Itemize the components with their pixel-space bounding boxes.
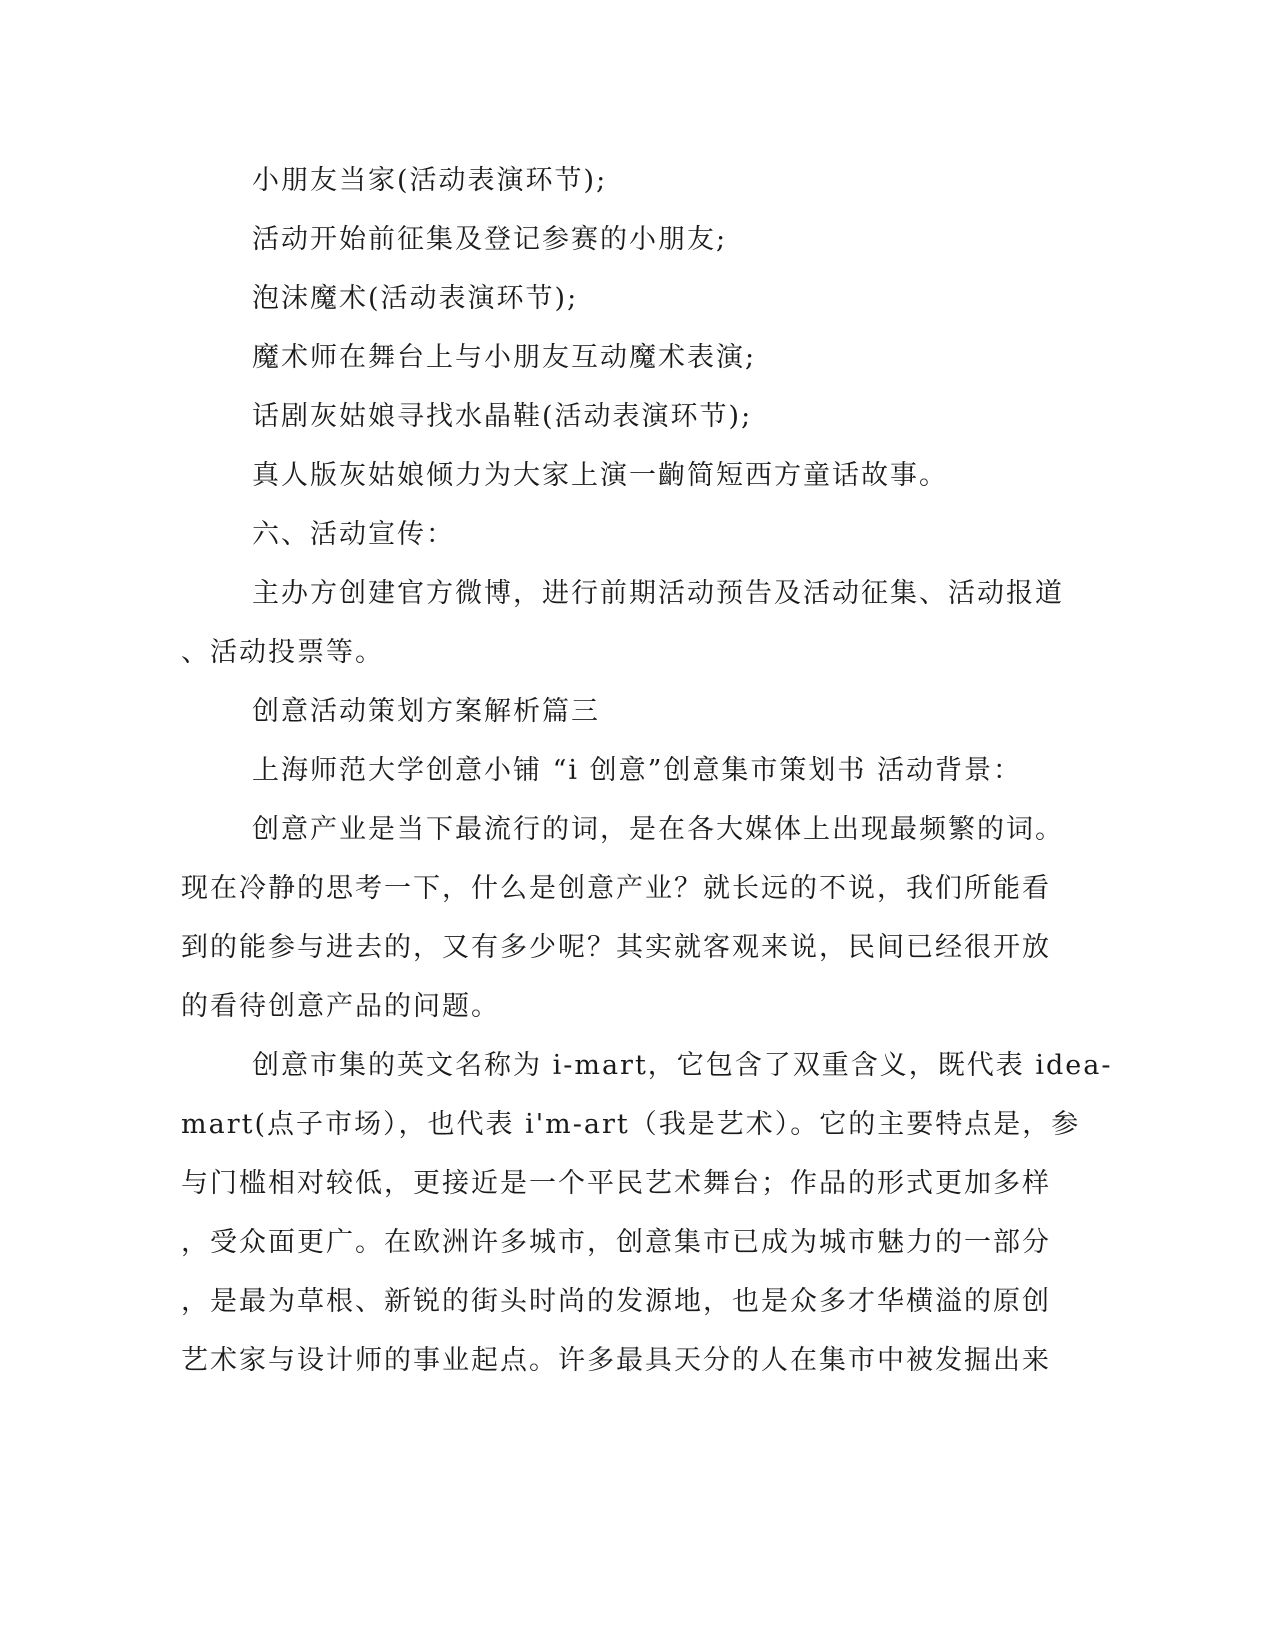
text-line: 创意产业是当下最流行的词，是在各大媒体上出现最频繁的词。: [252, 814, 1064, 845]
text-line: 与门槛相对较低，更接近是一个平民艺术舞台；作品的形式更加多样: [181, 1168, 1051, 1199]
section-heading: 创意活动策划方案解析篇三: [252, 696, 600, 727]
text-line: 小朋友当家(活动表演环节);: [252, 165, 608, 196]
text-line: 话剧灰姑娘寻找水晶鞋(活动表演环节);: [252, 401, 753, 432]
text-line: 活动开始前征集及登记参赛的小朋友;: [252, 224, 728, 255]
text-line: 艺术家与设计师的事业起点。许多最具天分的人在集市中被发掘出来: [181, 1345, 1051, 1376]
text-line: mart(点子市场），也代表 i'm-art（我是艺术）。它的主要特点是，参: [181, 1109, 1081, 1140]
text-line: ，受众面更广。在欧洲许多城市，创意集市已成为城市魅力的一部分: [181, 1227, 1051, 1258]
text-line: 真人版灰姑娘倾力为大家上演一齣简短西方童话故事。: [252, 460, 948, 491]
text-line: 到的能参与进去的，又有多少呢？其实就客观来说，民间已经很开放: [181, 932, 1051, 963]
text-line: 现在冷静的思考一下，什么是创意产业？就长远的不说，我们所能看: [181, 873, 1051, 904]
text-line: 的看待创意产品的问题。: [181, 991, 500, 1022]
text-line: 创意市集的英文名称为 i-mart，它包含了双重含义，既代表 idea-: [252, 1050, 1113, 1081]
text-line: 泡沫魔术(活动表演环节);: [252, 283, 579, 314]
text-line: 主办方创建官方微博，进行前期活动预告及活动征集、活动报道: [252, 578, 1064, 609]
text-line: ，是最为草根、新锐的街头时尚的发源地，也是众多才华横溢的原创: [181, 1286, 1051, 1317]
section-heading: 六、活动宣传：: [252, 519, 455, 550]
text-line: 上海师范大学创意小铺 “i 创意”创意集市策划书 活动背景：: [252, 755, 1022, 786]
text-line: 、活动投票等。: [181, 637, 384, 668]
text-line: 魔术师在舞台上与小朋友互动魔术表演;: [252, 342, 757, 373]
